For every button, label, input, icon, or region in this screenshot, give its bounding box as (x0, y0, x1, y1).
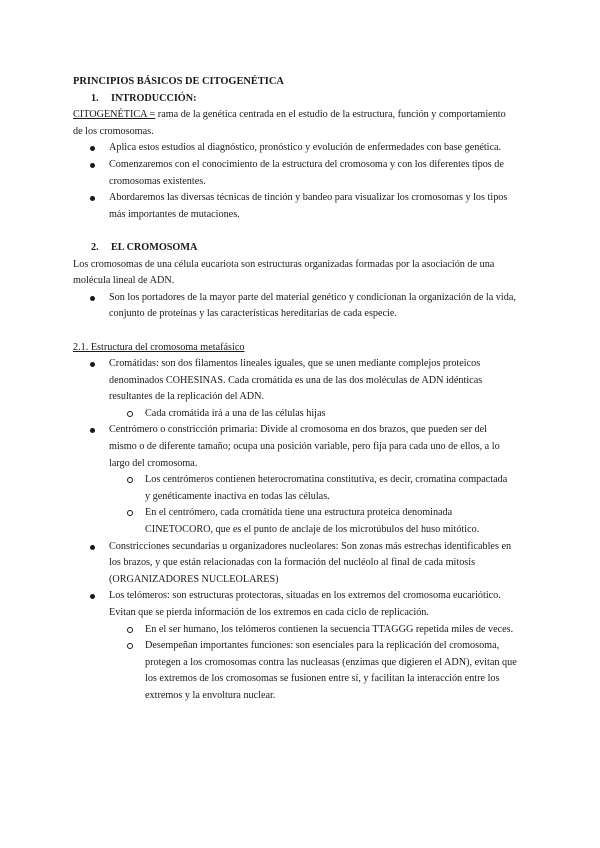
document-page (73, 74, 528, 705)
list-item: Cromátidas: son dos filamentos lineales iguales, que se unen mediante complejos proteicos (73, 356, 528, 373)
list-item: Los telómeros: son estructuras protectoras, situadas en los extremos del cromosoma eucariótico. (73, 588, 528, 605)
section-2-heading (73, 240, 528, 257)
bullet-icon (90, 196, 95, 201)
sub-list-item-continuation: extremos y la envoltura nuclear. (145, 689, 276, 701)
circle-bullet-icon (127, 510, 133, 516)
list-item: Son los portadores de la mayor parte del material genético y condicionan la organización de la vida, (73, 290, 528, 307)
definition-line-2: de los cromosomas. (73, 125, 154, 137)
bullet-icon (90, 296, 95, 301)
section-2-number: 2. (91, 241, 99, 253)
list-item-continuation: (ORGANIZADORES NUCLEOLARES) (109, 573, 279, 585)
list-item: Abordaremos las diversas técnicas de tinción y bandeo para visualizar los cromosomas y los tipos (73, 190, 528, 207)
list-item-continuation: mismo o de diferente tamaño; ocupa una posición variable, pero fija para cada uno de ellos, a lo (109, 441, 500, 453)
document-title: PRINCIPIOS BÁSICOS DE CITOGENÉTICA (73, 76, 284, 87)
circle-bullet-icon (127, 477, 133, 483)
definition-text: rama de la genética centrada en el estudio de la estructura, función y comportamiento (155, 109, 506, 121)
bullet-icon (90, 594, 95, 599)
list-item-continuation: conjunto de proteínas y las características hereditarias de cada especie. (109, 308, 397, 320)
bullet-icon (90, 428, 95, 433)
list-item-continuation: los brazos, y que están relacionadas con la formación del nucléolo al final de cada mitosis (109, 557, 476, 569)
list-item-continuation: Evitan que se pierda información de los extremos en cada ciclo de replicación. (109, 607, 429, 618)
list-item: Aplica estos estudios al diagnóstico, pronóstico y evolución de enfermedades con base genética. (73, 140, 528, 157)
bullet-icon (90, 163, 95, 168)
list-item-continuation: cromosomas existentes. (109, 175, 206, 187)
definition-line-1 (73, 107, 528, 124)
list-item-continuation: más importantes de mutaciones. (109, 208, 240, 220)
paragraph-line: molécula lineal de ADN. (73, 275, 175, 287)
list-item: Constricciones secundarias u organizadores nucleolares: Son zonas más estrechas identificables en (73, 539, 528, 556)
sub-list-item: Cada cromátida irá a una de las células hijas (73, 406, 528, 423)
sub-list-item-continuation: y genéticamente inactiva en todas las células. (145, 490, 330, 502)
list-item-continuation: largo del cromosoma. (109, 457, 198, 469)
bullet-icon (90, 362, 95, 367)
list-item-continuation: denominados COHESINAS. Cada cromátida es una de las dos moléculas de ADN idénticas (109, 374, 483, 386)
sub-list-item: En el ser humano, los telómeros contienen la secuencia TTAGGG repetida miles de veces. (73, 622, 528, 639)
list-item: Comenzaremos con el conocimiento de la estructura del cromosoma y con los diferentes tipos de (73, 157, 528, 174)
bullet-icon (90, 146, 95, 151)
paragraph-line: Los cromosomas de una célula eucariota son estructuras organizadas formadas por la asociación de una (73, 258, 495, 270)
section-1-heading (73, 91, 528, 108)
section-2-title: EL CROMOSOMA (111, 241, 198, 253)
sub-list-item-continuation: los extremos de los cromosomas se fusionen entre sí, y facilitan la interacción entre los (145, 673, 500, 685)
circle-bullet-icon (127, 411, 133, 417)
section-1-number: 1. (91, 92, 99, 104)
sub-list-item-continuation: CINETOCORO, que es el punto de anclaje de los microtúbulos del huso mitótico. (145, 524, 480, 536)
circle-bullet-icon (127, 643, 133, 649)
list-item: Centrómero o constricción primaria: Divide al cromosoma en dos brazos, que pueden ser del (73, 422, 528, 439)
definition-term: CITOGENÉTICA = (73, 109, 156, 121)
subsection-2-1-heading: 2.1. Estructura del cromosoma metafásico (73, 341, 245, 353)
sub-list-item: Desempeñan importantes funciones: son esenciales para la replicación del cromosoma, (73, 638, 528, 655)
bullet-icon (90, 545, 95, 550)
circle-bullet-icon (127, 627, 133, 633)
section-1-title: INTRODUCCIÓN: (111, 92, 197, 104)
list-item-continuation: resultantes de la replicación del ADN. (109, 391, 265, 403)
sub-list-item: Los centrómeros contienen heterocromatina constitutiva, es decir, cromatina compactada (73, 472, 528, 489)
sub-list-item: En el centrómero, cada cromátida tiene una estructura proteica denominada (73, 505, 528, 522)
sub-list-item-continuation: protegen a los cromosomas contra las nucleasas (enzimas que digieren el ADN), evitan que (145, 656, 517, 668)
